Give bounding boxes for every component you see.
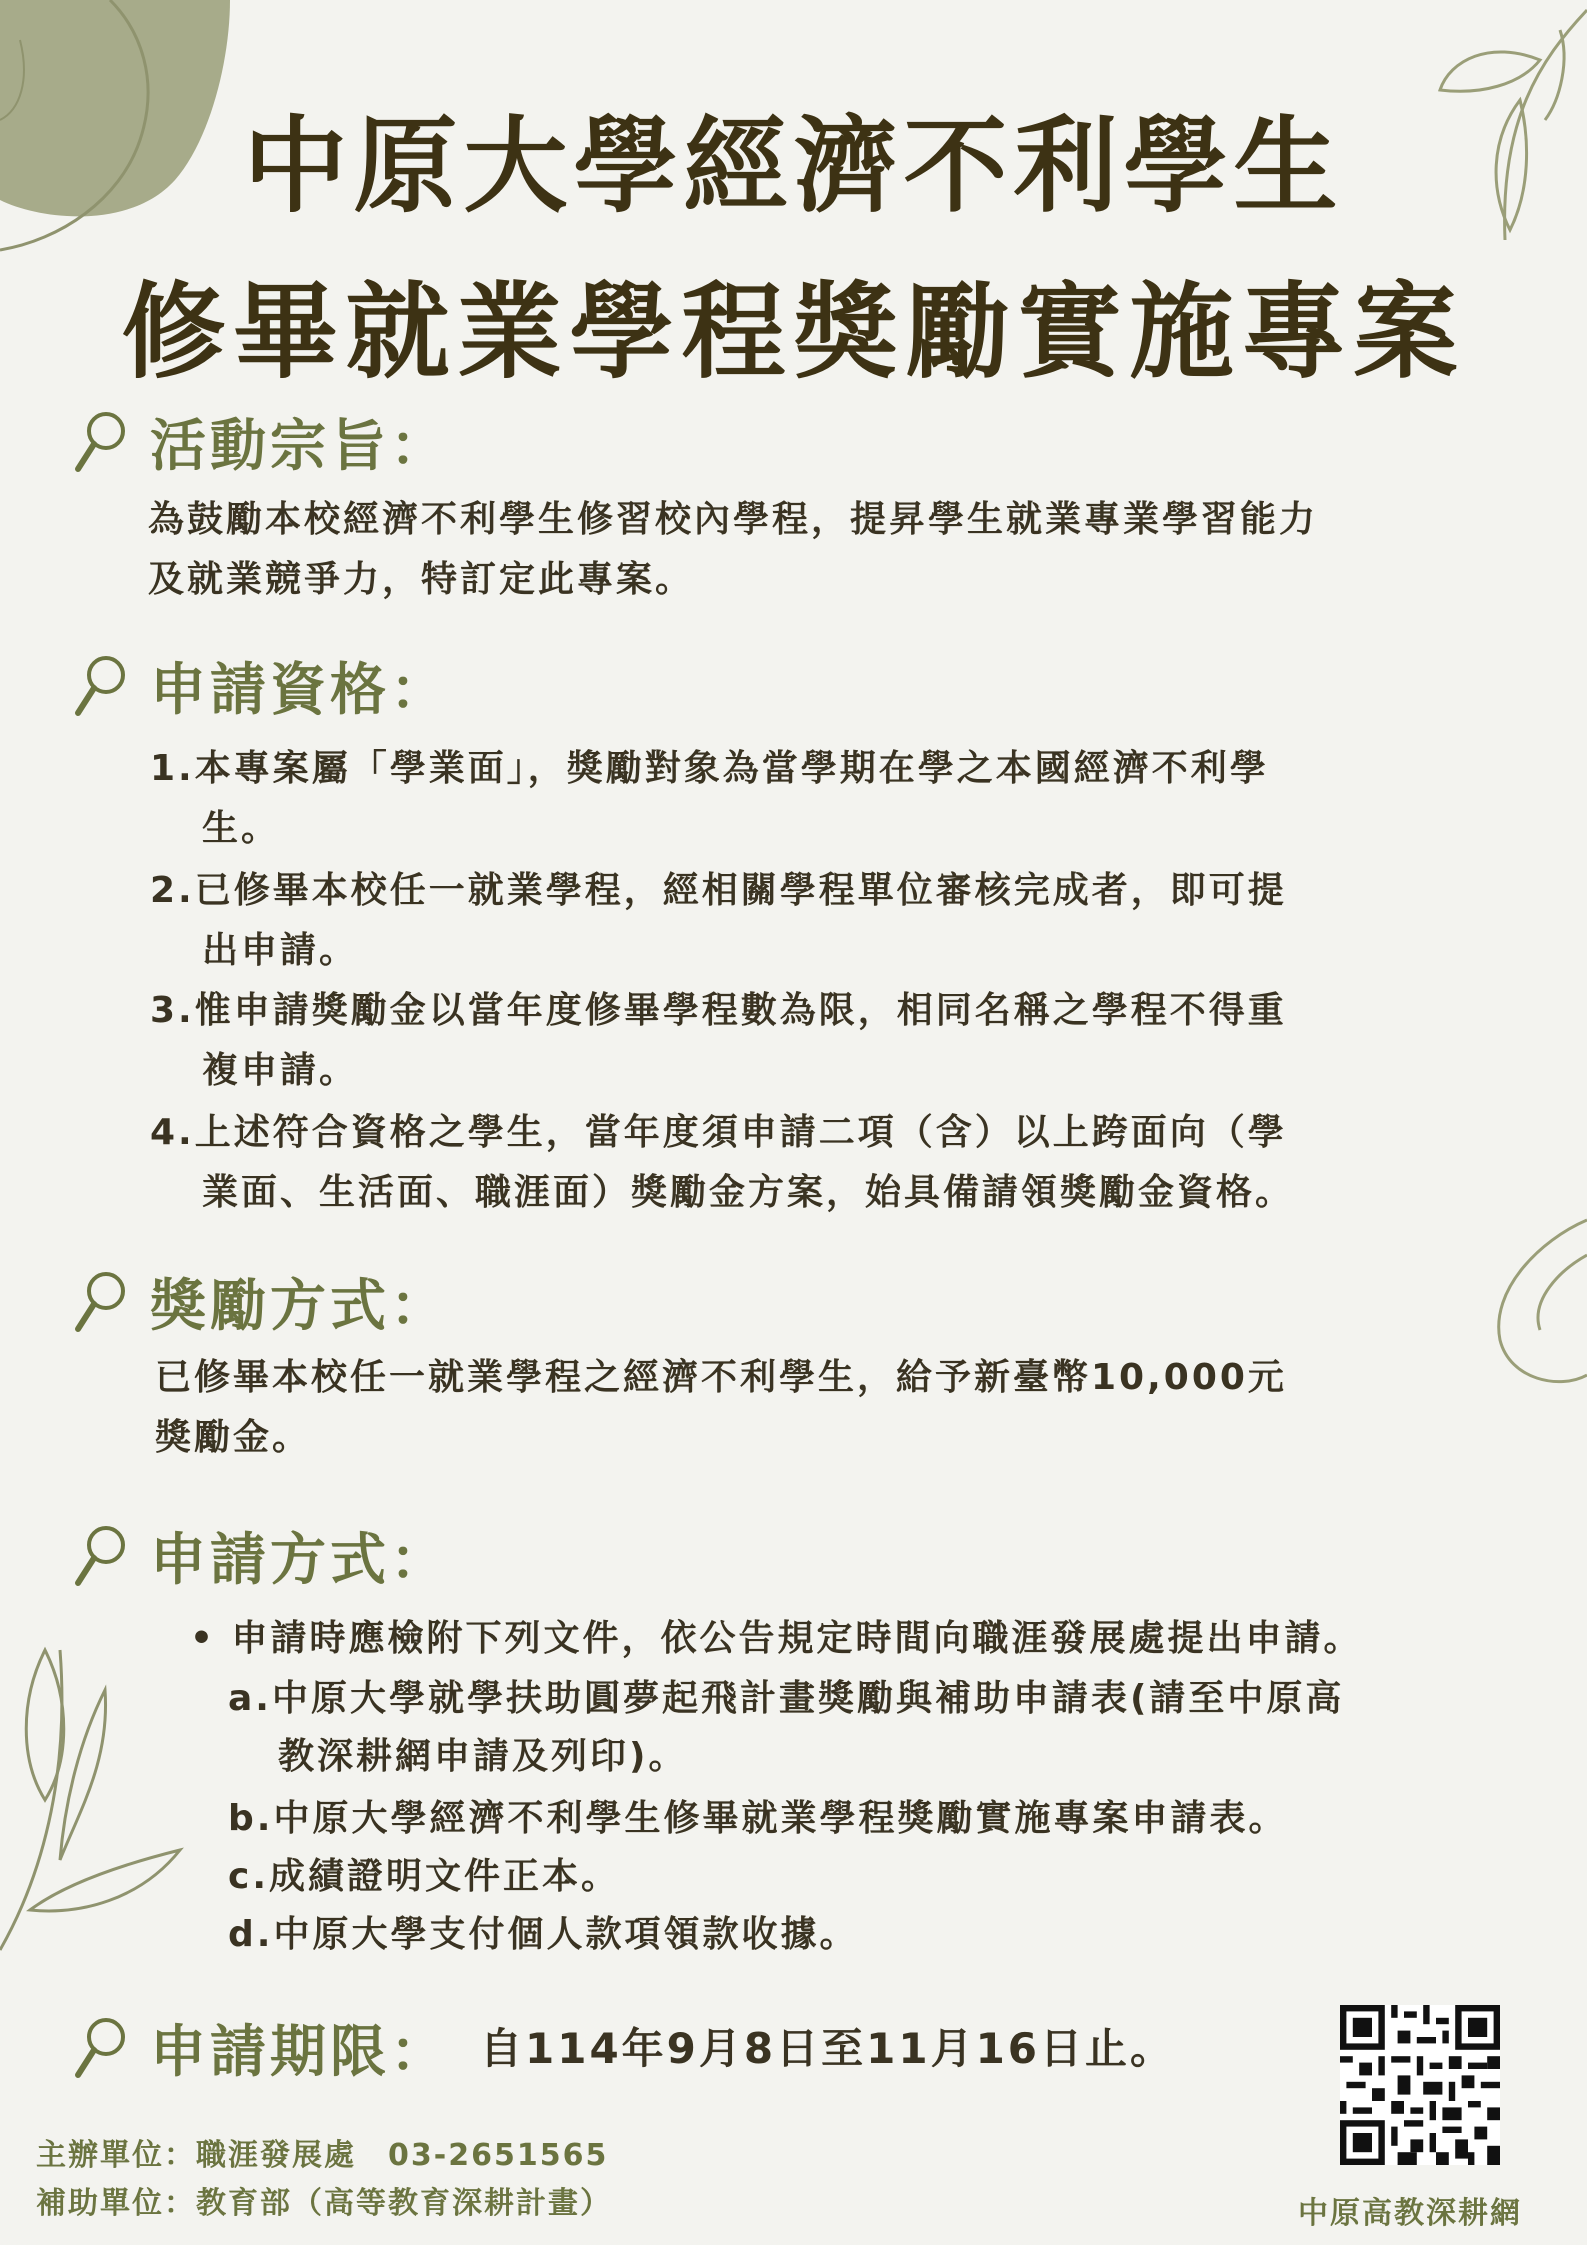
document-item [228,1906,858,1957]
eligibility-item [150,1104,1287,1155]
bullet-dot-icon: • [190,1618,232,1659]
item-line: 中原大學經濟不利學生修畢就業學程獎勵實施專案申請表。 [273,1798,1288,1839]
qr-code[interactable] [1340,2005,1500,2165]
item-number: 1. [150,748,195,789]
item-number: 4. [150,1112,195,1153]
magnifier-icon [70,2013,132,2083]
item-line: 出申請。 [202,930,359,971]
section-apply-heading [70,1516,450,1596]
item-line: 生。 [202,808,281,849]
item-number: 2. [150,870,195,911]
item-letter: d. [228,1914,274,1955]
leaf-branch-left [0,1650,180,1950]
item-letter: b. [228,1798,274,1839]
section-heading: 申請資格： [150,658,450,723]
bullet-text: 申請時應檢附下列文件，依公告規定時間向職涯發展處提出申請。 [231,1618,1363,1659]
item-letter: c. [228,1856,270,1897]
purpose-text [148,490,1548,610]
eligibility-item [150,982,1287,1033]
section-heading: 申請方式： [150,1528,450,1593]
magnifier-icon [70,1521,132,1591]
section-heading: 活動宗旨： [150,414,450,479]
reward-text [155,1348,1555,1468]
reward-line: 獎勵金。 [155,1417,312,1458]
magnifier-icon [70,1267,132,1337]
item-line: 業面、生活面、職涯面）獎勵金方案，始具備請領獎勵金資格。 [202,1172,1295,1213]
item-line: 成績證明文件正本。 [269,1856,621,1897]
purpose-line: 為鼓勵本校經濟不利學生修習校內學程，提昇學生就業專業學習能力 [148,499,1319,540]
eligibility-item [150,740,1269,791]
magnifier-icon [70,651,132,721]
magnifier-icon [70,407,132,477]
qr-caption: 中原高教深耕網 [1298,2196,1522,2231]
item-line: 複申請。 [202,1050,359,1091]
item-line: 上述符合資格之學生，當年度須申請二項（含）以上跨面向（學 [194,1112,1287,1153]
item-number: 3. [150,990,195,1031]
section-deadline-heading [70,2008,450,2088]
document-item [228,1848,620,1899]
sponsor-info: 補助單位：教育部（高等教育深耕計畫） [36,2186,612,2221]
item-line: 教深耕網申請及列印)。 [278,1736,688,1777]
deadline-text: 自114年9月8日至11月16日止。 [480,2024,1176,2073]
document-item [228,1790,1287,1841]
section-heading: 獎勵方式： [150,1274,450,1339]
item-letter: a. [228,1678,272,1719]
purpose-line: 及就業競爭力，特訂定此專案。 [148,559,695,600]
section-purpose-heading [70,402,450,482]
item-line: 已修畢本校任一就業學程，經相關學程單位審核完成者，即可提 [194,870,1287,911]
page-title: 中原大學經濟不利學生 [243,105,1344,227]
item-line: 中原大學支付個人款項領款收據。 [273,1914,859,1955]
eligibility-item [150,862,1287,913]
section-reward-heading [70,1262,450,1342]
section-heading: 申請期限： [150,2020,450,2085]
organizer-info: 主辦單位：職涯發展處 03-2651565 [36,2138,609,2173]
item-line: 本專案屬「學業面」，獎勵對象為當學期在學之本國經濟不利學 [194,748,1269,789]
apply-bullet [190,1610,1363,1661]
reward-line: 已修畢本校任一就業學程之經濟不利學生，給予新臺幣10,000元 [155,1357,1287,1398]
section-eligibility-heading [70,646,450,726]
page-subtitle: 修畢就業學程獎勵實施專案 [121,271,1466,393]
item-line: 中原大學就學扶助圓夢起飛計畫獎勵與補助申請表(請至中原高 [271,1678,1345,1719]
document-item [228,1670,1344,1721]
item-line: 惟申請獎勵金以當年度修畢學程數為限，相同名稱之學程不得重 [194,990,1287,1031]
